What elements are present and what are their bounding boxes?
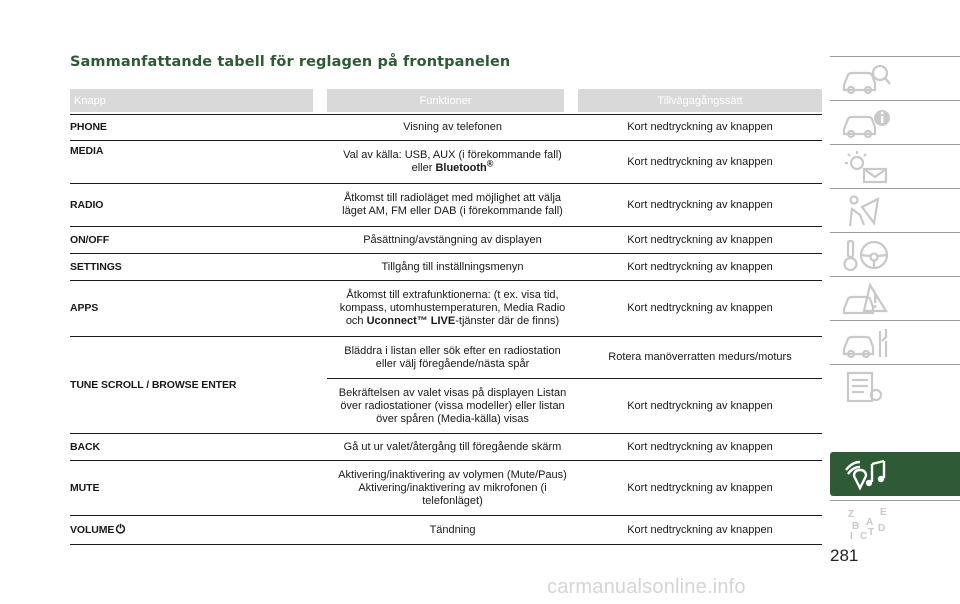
airbag-safety-icon	[840, 193, 892, 229]
table-row	[70, 141, 822, 184]
table-row	[70, 115, 822, 141]
chapter-tab[interactable]	[830, 56, 960, 100]
car-info-icon	[840, 105, 892, 141]
chapter-tab[interactable]	[830, 276, 960, 320]
button-name: MEDIA	[70, 145, 104, 157]
svg-text:A: A	[866, 516, 874, 528]
method-text: Kort nedtryckning av knappen	[627, 198, 773, 211]
method-text: Kort nedtryckning av knappen	[627, 233, 773, 246]
button-name: RADIO	[70, 198, 104, 211]
function-text: Tändning	[429, 523, 476, 536]
method-text: Kort nedtryckning av knappen	[627, 260, 773, 273]
button-name: PHONE	[70, 121, 107, 133]
svg-text:I: I	[850, 530, 853, 541]
method-text: Kort nedtryckning av knappen	[627, 399, 773, 412]
method-text: Kort nedtryckning av knappen	[627, 440, 773, 453]
function-text: Visning av telefonen	[403, 121, 502, 133]
chapter-tab[interactable]	[830, 500, 960, 544]
chapter-tab[interactable]	[830, 364, 960, 408]
header-functions: Funktioner	[327, 89, 564, 112]
table-row	[70, 337, 822, 434]
power-icon	[115, 523, 126, 538]
method-text: Kort nedtryckning av knappen	[627, 481, 773, 494]
function-text: Aktivering/inaktivering av volymen (Mute/Paus) Aktivering/inaktivering av mikrofonen (i telefonläget)	[338, 468, 567, 507]
multimedia-navigation-music-icon	[840, 456, 892, 492]
car-maintenance-tools-icon	[840, 325, 892, 361]
function-text: Val av källa: USB, AUX (i förekommande fall) eller Bluetooth®	[343, 149, 562, 174]
function-text: Åtkomst till radioläget med möjlighet att välja läget AM, FM eller DAB (i förekommande fall)	[342, 192, 563, 217]
header-method: Tillvägagångssätt	[578, 89, 822, 112]
function-text: Bekräftelsen av valet visas på displayen Listan över radiostationer (vissa modeller) eller listan över spåren (Media-källa) visas	[338, 386, 567, 425]
table-row	[70, 184, 822, 227]
svg-text:B: B	[852, 520, 860, 532]
button-name: APPS	[70, 302, 99, 314]
alphabetical-index-icon	[840, 505, 892, 541]
table-row	[70, 434, 822, 461]
svg-text:D: D	[878, 522, 886, 534]
key-steering-wheel-icon	[840, 237, 892, 273]
function-text: Påsättning/avstängning av displayen	[363, 233, 542, 246]
watermark: carmanualsonline.info	[547, 576, 746, 598]
svg-text:E: E	[880, 506, 887, 518]
chapter-tab[interactable]	[830, 320, 960, 364]
table-row	[70, 227, 822, 254]
table-row	[70, 254, 822, 281]
button-name: TUNE SCROLL / BROWSE ENTER	[70, 378, 237, 391]
car-breakdown-icon	[840, 281, 892, 317]
button-name: BACK	[70, 440, 100, 453]
button-name: SETTINGS	[70, 260, 122, 273]
table-row	[70, 516, 822, 545]
table-row	[70, 281, 822, 337]
svg-text:T: T	[868, 526, 875, 538]
chapter-tab[interactable]	[830, 144, 960, 188]
page-number: 281	[830, 546, 859, 565]
chapter-tab-multimedia[interactable]	[830, 452, 960, 496]
header-button: Knapp	[70, 89, 313, 112]
chapter-tab[interactable]	[830, 232, 960, 276]
method-text: Kort nedtryckning av knappen	[627, 302, 773, 314]
table-header	[70, 89, 822, 112]
controls-table	[70, 89, 822, 545]
svg-text:Z: Z	[848, 508, 855, 520]
chapter-tab[interactable]	[830, 188, 960, 232]
svg-text:C: C	[860, 530, 868, 541]
function-text: Åtkomst till extrafunktionerna: (t ex. visa tid, kompass, utomhustemperaturen, Media Radio och Uconnect™ LIVE-tjänster där de finns)	[339, 289, 566, 327]
button-name: VOLUME	[70, 523, 327, 538]
method-text: Kort nedtryckning av knappen	[627, 155, 773, 168]
warning-light-message-icon	[840, 149, 892, 185]
method-text: Kort nedtryckning av knappen	[627, 523, 773, 536]
function-text: Tillgång till inställningsmenyn	[381, 260, 524, 273]
function-text: Gå ut ur valet/återgång till föregående skärm	[343, 440, 562, 453]
car-search-icon	[840, 61, 892, 97]
method-text: Rotera manöverratten medurs/moturs	[608, 351, 792, 363]
page-title: Sammanfattande tabell för reglagen på frontpanelen	[70, 54, 511, 70]
technical-data-list-icon	[840, 369, 892, 405]
function-text: Bläddra i listan eller sök efter en radiostation eller välj föregående/nästa spår	[344, 344, 561, 370]
method-text: Kort nedtryckning av knappen	[627, 121, 773, 133]
table-row	[70, 461, 822, 516]
button-name: ON/OFF	[70, 233, 110, 246]
button-name: MUTE	[70, 481, 100, 494]
chapter-tab[interactable]	[830, 100, 960, 144]
